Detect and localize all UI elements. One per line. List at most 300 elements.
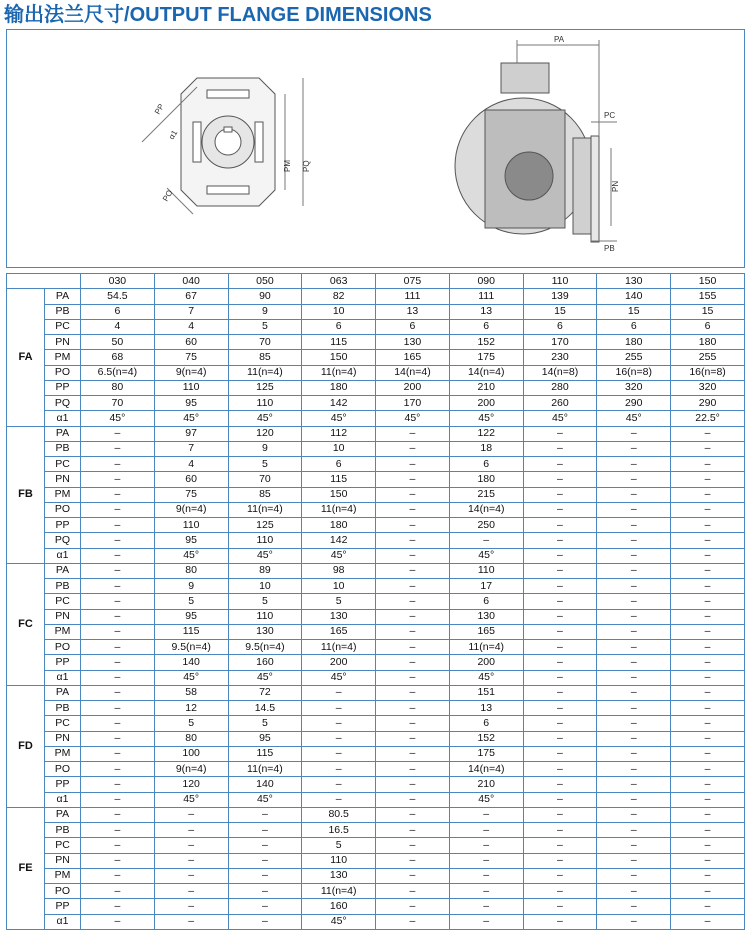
- table-cell: 10: [302, 579, 376, 594]
- table-cell: –: [449, 868, 523, 883]
- table-cell: –: [376, 777, 450, 792]
- param-label: α1: [45, 792, 81, 807]
- table-cell: –: [597, 457, 671, 472]
- table-cell: –: [597, 655, 671, 670]
- flange-type-fc: FC: [7, 563, 45, 685]
- table-cell: 82: [302, 289, 376, 304]
- table-cell: 142: [302, 396, 376, 411]
- table-cell: –: [671, 640, 745, 655]
- table-cell: 67: [154, 289, 228, 304]
- table-cell: –: [376, 792, 450, 807]
- table-cell: –: [671, 502, 745, 517]
- table-cell: –: [671, 670, 745, 685]
- table-cell: 230: [523, 350, 597, 365]
- table-cell: 115: [228, 746, 302, 761]
- drawing-label-pm: PM: [283, 160, 292, 172]
- table-cell: –: [154, 914, 228, 929]
- table-cell: 45°: [449, 792, 523, 807]
- table-cell: 6: [302, 457, 376, 472]
- table-cell: –: [523, 502, 597, 517]
- table-cell: –: [597, 716, 671, 731]
- param-label: PO: [45, 762, 81, 777]
- table-cell: 165: [302, 624, 376, 639]
- table-cell: 200: [302, 655, 376, 670]
- table-row: [7, 441, 745, 456]
- table-cell: –: [523, 685, 597, 700]
- table-cell: –: [597, 777, 671, 792]
- table-cell: 45°: [228, 792, 302, 807]
- table-cell: –: [376, 914, 450, 929]
- table-cell: –: [228, 838, 302, 853]
- table-row: [7, 670, 745, 685]
- table-cell: 130: [228, 624, 302, 639]
- table-cell: 14(n=4): [376, 365, 450, 380]
- table-cell: 9: [228, 441, 302, 456]
- table-cell: 6: [449, 319, 523, 334]
- table-cell: 60: [154, 335, 228, 350]
- table-cell: –: [597, 548, 671, 563]
- table-cell: –: [449, 838, 523, 853]
- table-cell: –: [597, 868, 671, 883]
- table-row: [7, 624, 745, 639]
- table-cell: 320: [671, 380, 745, 395]
- table-cell: 180: [671, 335, 745, 350]
- table-cell: –: [81, 609, 155, 624]
- table-cell: 130: [449, 609, 523, 624]
- table-cell: 4: [81, 319, 155, 334]
- table-cell: –: [671, 762, 745, 777]
- table-cell: 45°: [154, 792, 228, 807]
- table-cell: 200: [449, 655, 523, 670]
- param-label: PN: [45, 609, 81, 624]
- table-cell: –: [228, 807, 302, 822]
- table-row: [7, 487, 745, 502]
- table-cell: –: [671, 731, 745, 746]
- size-header-090: 090: [449, 274, 523, 289]
- param-label: PB: [45, 823, 81, 838]
- param-label: PP: [45, 518, 81, 533]
- table-cell: 112: [302, 426, 376, 441]
- table-cell: –: [449, 807, 523, 822]
- gearbox-output-flange: [591, 136, 599, 242]
- table-cell: 250: [449, 518, 523, 533]
- table-row: [7, 914, 745, 929]
- table-cell: –: [449, 914, 523, 929]
- table-cell: –: [376, 853, 450, 868]
- table-cell: 13: [449, 304, 523, 319]
- table-cell: 45°: [302, 914, 376, 929]
- table-row: [7, 289, 745, 304]
- table-cell: 45°: [449, 411, 523, 426]
- table-cell: –: [376, 609, 450, 624]
- table-cell: 110: [302, 853, 376, 868]
- table-cell: 200: [449, 396, 523, 411]
- table-cell: –: [81, 426, 155, 441]
- table-cell: 111: [449, 289, 523, 304]
- table-cell: 6: [449, 594, 523, 609]
- table-cell: 152: [449, 335, 523, 350]
- table-cell: 16.5: [302, 823, 376, 838]
- table-cell: 9.5(n=4): [228, 640, 302, 655]
- table-cell: –: [671, 426, 745, 441]
- table-cell: 58: [154, 685, 228, 700]
- table-cell: 6: [671, 319, 745, 334]
- table-cell: 45°: [523, 411, 597, 426]
- table-cell: –: [597, 624, 671, 639]
- table-cell: –: [81, 914, 155, 929]
- table-cell: 150: [302, 350, 376, 365]
- drawing-label-pb: PB: [604, 244, 615, 253]
- flange-type-fd: FD: [7, 685, 45, 807]
- table-cell: 6.5(n=4): [81, 365, 155, 380]
- table-cell: 110: [228, 396, 302, 411]
- table-cell: –: [376, 533, 450, 548]
- table-cell: –: [671, 853, 745, 868]
- table-cell: 95: [228, 731, 302, 746]
- table-cell: –: [81, 548, 155, 563]
- param-label: PM: [45, 350, 81, 365]
- table-cell: –: [523, 457, 597, 472]
- table-cell: –: [597, 762, 671, 777]
- table-cell: 170: [376, 396, 450, 411]
- table-cell: 140: [154, 655, 228, 670]
- table-cell: –: [523, 655, 597, 670]
- table-cell: 80: [81, 380, 155, 395]
- table-cell: –: [671, 685, 745, 700]
- table-cell: 45°: [154, 548, 228, 563]
- table-cell: 210: [449, 777, 523, 792]
- table-row: [7, 823, 745, 838]
- table-row: [7, 365, 745, 380]
- table-cell: –: [81, 502, 155, 517]
- table-cell: 215: [449, 487, 523, 502]
- table-cell: –: [81, 624, 155, 639]
- table-cell: –: [449, 884, 523, 899]
- param-label: PO: [45, 640, 81, 655]
- table-cell: –: [597, 823, 671, 838]
- table-cell: 6: [523, 319, 597, 334]
- table-cell: –: [81, 685, 155, 700]
- table-cell: –: [597, 472, 671, 487]
- table-cell: 165: [376, 350, 450, 365]
- table-cell: 9(n=4): [154, 762, 228, 777]
- param-label: PM: [45, 868, 81, 883]
- table-row: [7, 502, 745, 517]
- param-label: PP: [45, 777, 81, 792]
- table-cell: 45°: [154, 411, 228, 426]
- param-label: PB: [45, 579, 81, 594]
- table-cell: 9(n=4): [154, 502, 228, 517]
- table-row: [7, 350, 745, 365]
- table-cell: 45°: [302, 411, 376, 426]
- table-cell: –: [81, 472, 155, 487]
- table-cell: –: [81, 518, 155, 533]
- table-row: [7, 472, 745, 487]
- table-cell: 180: [302, 518, 376, 533]
- table-cell: 130: [302, 609, 376, 624]
- table-row: [7, 335, 745, 350]
- table-row: [7, 411, 745, 426]
- flange-hub-inner: [215, 129, 241, 155]
- table-cell: –: [376, 426, 450, 441]
- table-cell: 90: [228, 289, 302, 304]
- table-cell: –: [154, 899, 228, 914]
- drawing-label-pn: PN: [611, 180, 620, 192]
- table-cell: –: [81, 579, 155, 594]
- flange-slot-bottom: [207, 186, 249, 194]
- table-cell: –: [81, 807, 155, 822]
- table-cell: –: [376, 899, 450, 914]
- table-cell: –: [376, 701, 450, 716]
- table-cell: 165: [449, 624, 523, 639]
- table-cell: –: [597, 640, 671, 655]
- table-row: [7, 548, 745, 563]
- table-cell: –: [302, 762, 376, 777]
- table-cell: 11(n=4): [302, 884, 376, 899]
- table-cell: 45°: [228, 548, 302, 563]
- table-cell: –: [81, 899, 155, 914]
- table-cell: 70: [228, 335, 302, 350]
- table-cell: –: [671, 518, 745, 533]
- table-cell: –: [523, 670, 597, 685]
- table-cell: –: [302, 716, 376, 731]
- size-header-040: 040: [154, 274, 228, 289]
- table-cell: –: [597, 563, 671, 578]
- flange-type-fe: FE: [7, 807, 45, 929]
- table-cell: –: [523, 579, 597, 594]
- table-cell: 45°: [154, 670, 228, 685]
- table-row: [7, 807, 745, 822]
- table-cell: –: [81, 441, 155, 456]
- table-cell: 110: [154, 518, 228, 533]
- table-cell: 160: [302, 899, 376, 914]
- table-cell: 5: [302, 838, 376, 853]
- table-cell: –: [81, 563, 155, 578]
- table-row: [7, 899, 745, 914]
- table-cell: –: [597, 731, 671, 746]
- param-label: PP: [45, 380, 81, 395]
- table-cell: 45°: [597, 411, 671, 426]
- table-cell: –: [523, 823, 597, 838]
- table-row: [7, 380, 745, 395]
- param-label: PN: [45, 335, 81, 350]
- table-cell: –: [671, 472, 745, 487]
- table-cell: 60: [154, 472, 228, 487]
- table-cell: 14(n=4): [449, 502, 523, 517]
- table-cell: 7: [154, 441, 228, 456]
- table-cell: 75: [154, 350, 228, 365]
- table-cell: 320: [597, 380, 671, 395]
- table-cell: –: [376, 655, 450, 670]
- table-cell: –: [671, 868, 745, 883]
- table-cell: –: [597, 609, 671, 624]
- table-row: [7, 884, 745, 899]
- table-cell: 9: [154, 579, 228, 594]
- param-label: PA: [45, 289, 81, 304]
- table-cell: 97: [154, 426, 228, 441]
- param-label: PN: [45, 472, 81, 487]
- table-row: [7, 518, 745, 533]
- flange-slot-left: [193, 122, 201, 162]
- table-cell: –: [302, 685, 376, 700]
- table-row: [7, 319, 745, 334]
- table-cell: 75: [154, 487, 228, 502]
- table-cell: 111: [376, 289, 450, 304]
- table-cell: –: [671, 777, 745, 792]
- table-cell: –: [597, 884, 671, 899]
- table-cell: 110: [228, 533, 302, 548]
- param-label: PB: [45, 441, 81, 456]
- table-cell: 120: [154, 777, 228, 792]
- table-cell: –: [523, 746, 597, 761]
- table-row: [7, 563, 745, 578]
- table-cell: 5: [154, 594, 228, 609]
- table-cell: 45°: [302, 670, 376, 685]
- table-row: [7, 777, 745, 792]
- table-cell: 95: [154, 609, 228, 624]
- table-cell: –: [671, 533, 745, 548]
- table-cell: –: [376, 441, 450, 456]
- table-cell: –: [228, 853, 302, 868]
- table-cell: 16(n=8): [671, 365, 745, 380]
- table-cell: –: [302, 701, 376, 716]
- table-cell: –: [597, 807, 671, 822]
- param-label: PO: [45, 365, 81, 380]
- table-cell: 11(n=4): [228, 365, 302, 380]
- table-cell: –: [154, 807, 228, 822]
- table-row: [7, 426, 745, 441]
- table-cell: 280: [523, 380, 597, 395]
- param-label: PP: [45, 655, 81, 670]
- table-cell: 15: [671, 304, 745, 319]
- table-cell: 13: [449, 701, 523, 716]
- table-cell: 175: [449, 350, 523, 365]
- table-cell: 115: [154, 624, 228, 639]
- gearbox-top-housing: [501, 63, 549, 93]
- drawing-label-pp: PP: [152, 102, 167, 116]
- page-title: [4, 2, 432, 28]
- table-cell: 255: [671, 350, 745, 365]
- table-cell: 45°: [228, 670, 302, 685]
- table-row: [7, 838, 745, 853]
- table-cell: –: [671, 548, 745, 563]
- table-cell: 115: [302, 472, 376, 487]
- table-cell: 95: [154, 396, 228, 411]
- table-cell: –: [671, 807, 745, 822]
- table-cell: 72: [228, 685, 302, 700]
- param-label: PB: [45, 304, 81, 319]
- size-header-130: 130: [597, 274, 671, 289]
- table-cell: –: [597, 914, 671, 929]
- table-cell: 255: [597, 350, 671, 365]
- table-cell: –: [523, 701, 597, 716]
- table-cell: –: [81, 792, 155, 807]
- table-cell: 45°: [376, 411, 450, 426]
- table-cell: –: [376, 823, 450, 838]
- drawing-label-po: PO: [160, 188, 175, 203]
- table-cell: 290: [671, 396, 745, 411]
- table-cell: –: [376, 502, 450, 517]
- flange-dimension-table: [6, 273, 745, 930]
- table-cell: –: [154, 838, 228, 853]
- table-row: [7, 716, 745, 731]
- table-cell: –: [597, 670, 671, 685]
- param-label: PM: [45, 624, 81, 639]
- drawing-label-pq: PQ: [302, 160, 311, 172]
- table-cell: –: [523, 533, 597, 548]
- table-cell: –: [523, 518, 597, 533]
- table-cell: –: [228, 868, 302, 883]
- table-cell: –: [671, 701, 745, 716]
- param-label: PM: [45, 746, 81, 761]
- table-cell: –: [671, 579, 745, 594]
- table-cell: –: [81, 640, 155, 655]
- table-cell: 6: [449, 716, 523, 731]
- table-cell: 85: [228, 487, 302, 502]
- table-row: [7, 868, 745, 883]
- table-cell: 85: [228, 350, 302, 365]
- drawing-label-pa: PA: [554, 35, 565, 44]
- table-cell: –: [376, 640, 450, 655]
- table-cell: 150: [302, 487, 376, 502]
- table-cell: 210: [449, 380, 523, 395]
- table-cell: –: [523, 472, 597, 487]
- table-cell: –: [523, 624, 597, 639]
- flange-slot-right: [255, 122, 263, 162]
- table-cell: –: [671, 914, 745, 929]
- table-cell: 98: [302, 563, 376, 578]
- table-cell: –: [81, 823, 155, 838]
- param-label: PA: [45, 807, 81, 822]
- table-cell: 16(n=8): [597, 365, 671, 380]
- table-cell: 54.5: [81, 289, 155, 304]
- table-cell: –: [81, 457, 155, 472]
- table-cell: –: [81, 731, 155, 746]
- table-cell: 5: [228, 594, 302, 609]
- table-row: [7, 792, 745, 807]
- table-cell: –: [671, 594, 745, 609]
- table-cell: –: [597, 746, 671, 761]
- table-cell: –: [597, 594, 671, 609]
- table-row: [7, 457, 745, 472]
- table-cell: –: [523, 609, 597, 624]
- table-cell: 6: [597, 319, 671, 334]
- param-label: PM: [45, 487, 81, 502]
- param-label: PC: [45, 457, 81, 472]
- table-cell: 9(n=4): [154, 365, 228, 380]
- drawing-label-pc: PC: [604, 111, 616, 120]
- table-cell: 14(n=4): [449, 365, 523, 380]
- table-cell: 110: [449, 563, 523, 578]
- param-label: PN: [45, 731, 81, 746]
- table-cell: –: [523, 777, 597, 792]
- size-header-110: 110: [523, 274, 597, 289]
- table-cell: –: [302, 746, 376, 761]
- param-label: PB: [45, 701, 81, 716]
- table-cell: –: [671, 792, 745, 807]
- table-cell: 170: [523, 335, 597, 350]
- table-cell: 9.5(n=4): [154, 640, 228, 655]
- table-cell: –: [376, 670, 450, 685]
- table-cell: 11(n=4): [302, 365, 376, 380]
- table-cell: –: [671, 838, 745, 853]
- flange-slot-top: [207, 90, 249, 98]
- table-cell: –: [523, 884, 597, 899]
- table-cell: –: [154, 853, 228, 868]
- table-cell: 95: [154, 533, 228, 548]
- table-cell: 5: [302, 594, 376, 609]
- table-cell: 11(n=4): [228, 502, 302, 517]
